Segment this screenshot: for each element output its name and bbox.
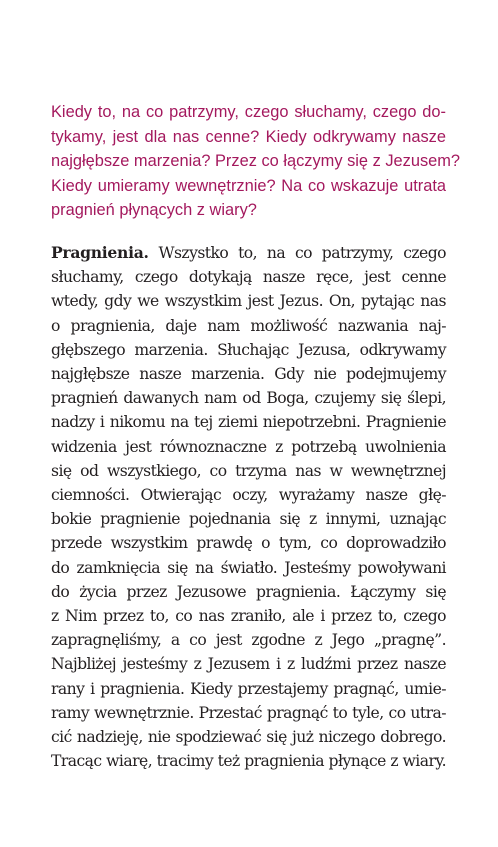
body-line: słuchamy, czego dotykają nasze ręce, jest cenne [51, 268, 446, 287]
body-line: Tracąc wiarę, tracimy też pragnienia płynące z wiary. [51, 752, 446, 771]
intro-line: najgłębsze marzenia? Przez co łączymy się z Jezusem? [51, 152, 461, 171]
body-line: pragnień dawanych nam od Boga, czujemy się ślepi, [51, 389, 446, 408]
body-line: rany i pragnienia. Kiedy przestajemy pragnąć, umie- [51, 679, 446, 698]
body-line: ciemności. Otwierając oczy, wyrażamy nasze głę- [51, 486, 446, 505]
intro-line: Kiedy umieramy wewnętrznie? Na co wskazuje utrata [51, 176, 446, 195]
body-line: zapragnęliśmy, a co jest zgodne z Jego „pragnę”. [51, 631, 446, 650]
lead-word: Pragnienia. [51, 243, 149, 262]
body-line: widzenia jest równoznaczne z potrzebą uwolnienia [51, 437, 446, 456]
intro-questions [51, 100, 461, 223]
body-line: przede wszystkim prawdę o tym, co doprowadziło [51, 534, 446, 553]
body-line-text: Wszystko to, na co patrzymy, czego [148, 244, 446, 262]
body-line: Najbliżej jesteśmy z Jezusem i z ludźmi przez nasze [51, 655, 446, 674]
body-line: z Nim przez to, co nas zraniło, ale i przez to, czego [51, 607, 446, 626]
intro-line: tykamy, jest dla nas cenne? Kiedy odkrywamy nasze [51, 127, 446, 146]
body-paragraph [51, 241, 446, 773]
body-line: głębszego marzenia. Słuchając Jezusa, odkrywamy [51, 340, 446, 359]
body-line: nadzy i nikomu na tej ziemi niepotrzebni. Pragnienie [51, 413, 446, 432]
body-line: cić nadzieję, nie spodziewać się już niczego dobrego. [51, 728, 446, 747]
body-line: najgłębsze nasze marzenia. Gdy nie podejmujemy [51, 365, 446, 384]
intro-line: pragnień płynących z wiary? [51, 201, 257, 220]
body-line: wtedy, gdy we wszystkim jest Jezus. On, pytając nas [51, 292, 446, 311]
body-line: ramy wewnętrznie. Przestać pragnąć to tyle, co utra- [51, 703, 446, 722]
body-line [51, 241, 446, 265]
body-line: do zamknięcia się na światło. Jesteśmy powoływani [51, 558, 446, 577]
body-line: do życia przez Jezusowe pragnienia. Łączymy się [51, 582, 446, 601]
body-line: o pragnienia, daje nam możliwość nazwania naj- [51, 316, 446, 335]
intro-line: Kiedy to, na co patrzymy, czego słuchamy, czego do- [51, 103, 446, 121]
body-line: bokie pragnienie pojednania się z innymi, uznając [51, 510, 446, 529]
body-line: się od wszystkiego, co trzyma nas w wewnętrznej [51, 461, 446, 480]
